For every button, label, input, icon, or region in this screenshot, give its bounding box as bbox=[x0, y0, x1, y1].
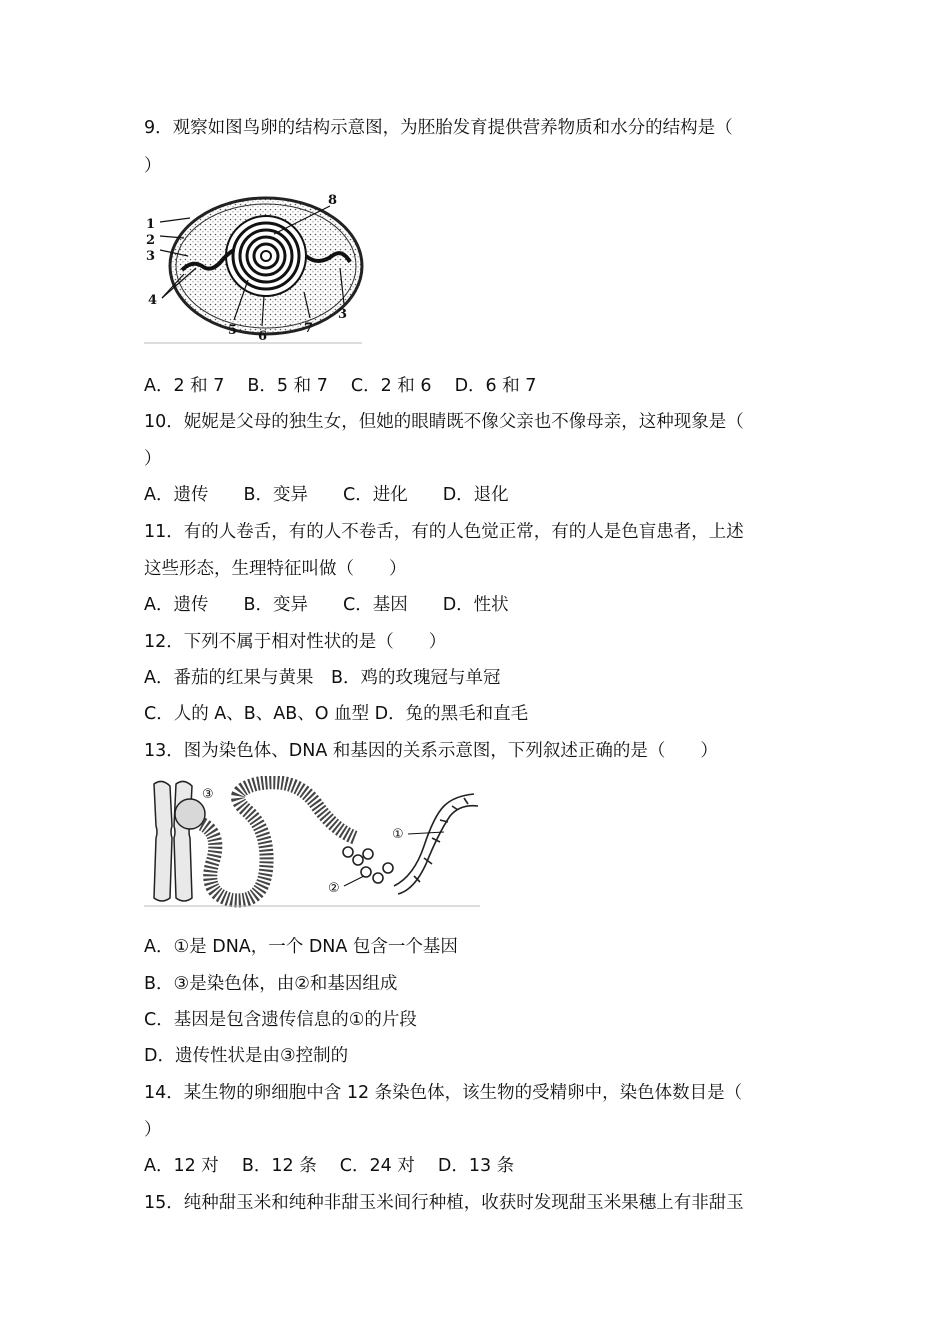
beads-label-2: ② bbox=[328, 881, 340, 896]
dna-double-helix bbox=[394, 794, 478, 894]
egg-label-6: 6 bbox=[258, 329, 268, 344]
q10-stem-line-2: ） bbox=[144, 449, 162, 469]
egg-label-3-right: 3 bbox=[338, 307, 348, 322]
egg-label-5: 5 bbox=[228, 323, 238, 338]
q12-options-line-2: C．人的 A、B、AB、O 血型 D．兔的黑毛和直毛 bbox=[144, 704, 529, 724]
egg-yolk bbox=[226, 216, 306, 296]
egg-label-7: 7 bbox=[304, 321, 314, 336]
dna-label-1: ① bbox=[392, 827, 404, 842]
q13-stem: 13．图为染色体、DNA 和基因的关系示意图，下列叙述正确的是（ ） bbox=[144, 741, 718, 761]
q12-stem: 12．下列不属于相对性状的是（ ） bbox=[144, 632, 447, 652]
bird-egg-figure bbox=[144, 188, 364, 346]
q15-stem-line-1: 15．纯种甜玉米和纯种非甜玉米间行种植，收获时发现甜玉米果穗上有非甜玉 bbox=[144, 1193, 744, 1213]
cell-zoom-circle bbox=[175, 799, 205, 829]
bird-egg-diagram bbox=[144, 188, 364, 346]
q11-stem-line-2: 这些形态，生理特征叫做（ ） bbox=[144, 559, 407, 579]
chromosome-label-3: ③ bbox=[202, 787, 214, 802]
q11-stem-line-1: 11．有的人卷舌，有的人不卷舌，有的人色觉正常，有的人是色盲患者，上述 bbox=[144, 522, 744, 542]
egg-label-3: 3 bbox=[146, 249, 156, 264]
q9-options: A．2 和 7 B．5 和 7 C．2 和 6 D．6 和 7 bbox=[144, 376, 537, 396]
egg-label-8: 8 bbox=[328, 193, 338, 208]
nucleosome-beads bbox=[343, 847, 393, 883]
q9-stem-line-1: 9．观察如图鸟卵的结构示意图，为胚胎发育提供营养物质和水分的结构是（ bbox=[144, 118, 733, 138]
q14-stem-line-1: 14．某生物的卵细胞中含 12 条染色体，该生物的受精卵中，染色体数目是（ bbox=[144, 1083, 743, 1103]
q14-stem-line-2: ） bbox=[144, 1120, 162, 1140]
q14-options: A．12 对 B．12 条 C．24 对 D．13 条 bbox=[144, 1156, 515, 1176]
chromosome-dna-figure bbox=[144, 776, 482, 910]
q9-stem-line-2: ） bbox=[144, 156, 162, 176]
label-1-leader bbox=[408, 832, 444, 834]
egg-label-1: 1 bbox=[146, 217, 156, 232]
q10-stem-line-1: 10．妮妮是父母的独生女，但她的眼睛既不像父亲也不像母亲，这种现象是（ bbox=[144, 412, 744, 432]
q11-options: A．遗传 B．变异 C．基因 D．性状 bbox=[144, 595, 509, 615]
q13-option-d: D．遗传性状是由③控制的 bbox=[144, 1046, 349, 1066]
q10-options: A．遗传 B．变异 C．进化 D．退化 bbox=[144, 485, 509, 505]
label-2-leader bbox=[344, 876, 364, 886]
q12-options-line-1: A．番茄的红果与黄果 B．鸡的玫瑰冠与单冠 bbox=[144, 668, 501, 688]
q13-option-c: C．基因是包含遗传信息的①的片段 bbox=[144, 1010, 417, 1030]
q13-option-a: A．①是 DNA，一个 DNA 包含一个基因 bbox=[144, 937, 458, 957]
q13-option-b: B．③是染色体，由②和基因组成 bbox=[144, 974, 398, 994]
egg-label-2: 2 bbox=[146, 233, 156, 248]
chromosome-dna-diagram bbox=[144, 776, 482, 910]
egg-label-4: 4 bbox=[148, 293, 158, 308]
